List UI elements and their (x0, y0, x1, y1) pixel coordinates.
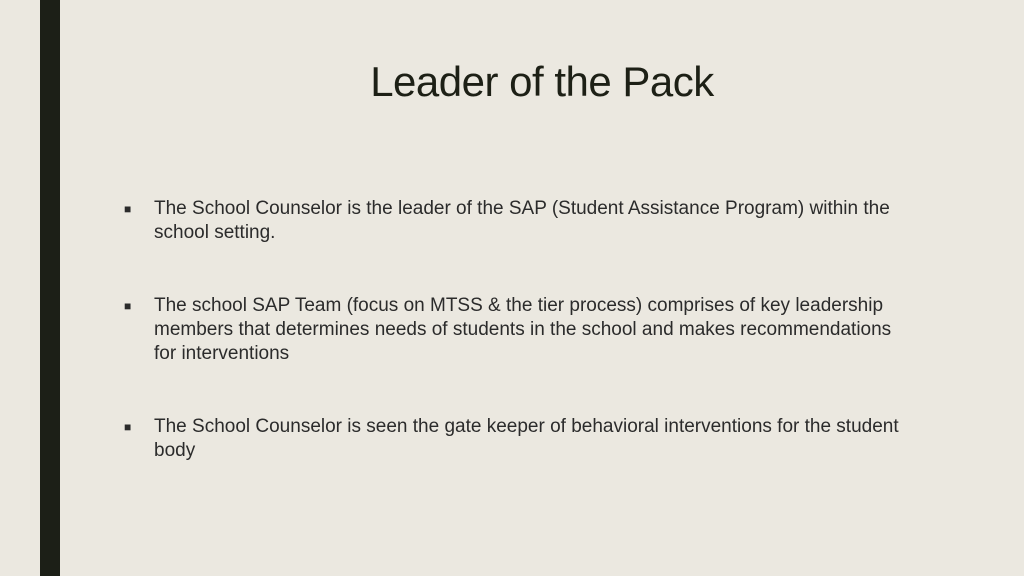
bullet-item-1 (120, 197, 910, 245)
bullet-text-3: The School Counselor is seen the gate keeper of behavioral interventions for the student body (154, 416, 899, 461)
bullet-item-3 (120, 415, 910, 463)
bullet-text-2: The school SAP Team (focus on MTSS & the tier process) comprises of key leadership members that determines needs of students in the school and makes recommendations for interventions (154, 295, 892, 364)
square-bullet-icon: ■ (124, 420, 132, 434)
slide-title: Leader of the Pack (370, 58, 714, 105)
bullet-text-1: The School Counselor is the leader of the SAP (Student Assistance Program) within the school setting. (154, 198, 890, 243)
square-bullet-icon: ■ (124, 202, 132, 216)
bullet-item-2 (120, 294, 910, 366)
square-bullet-icon: ■ (124, 299, 132, 313)
left-accent-bar (40, 0, 60, 576)
